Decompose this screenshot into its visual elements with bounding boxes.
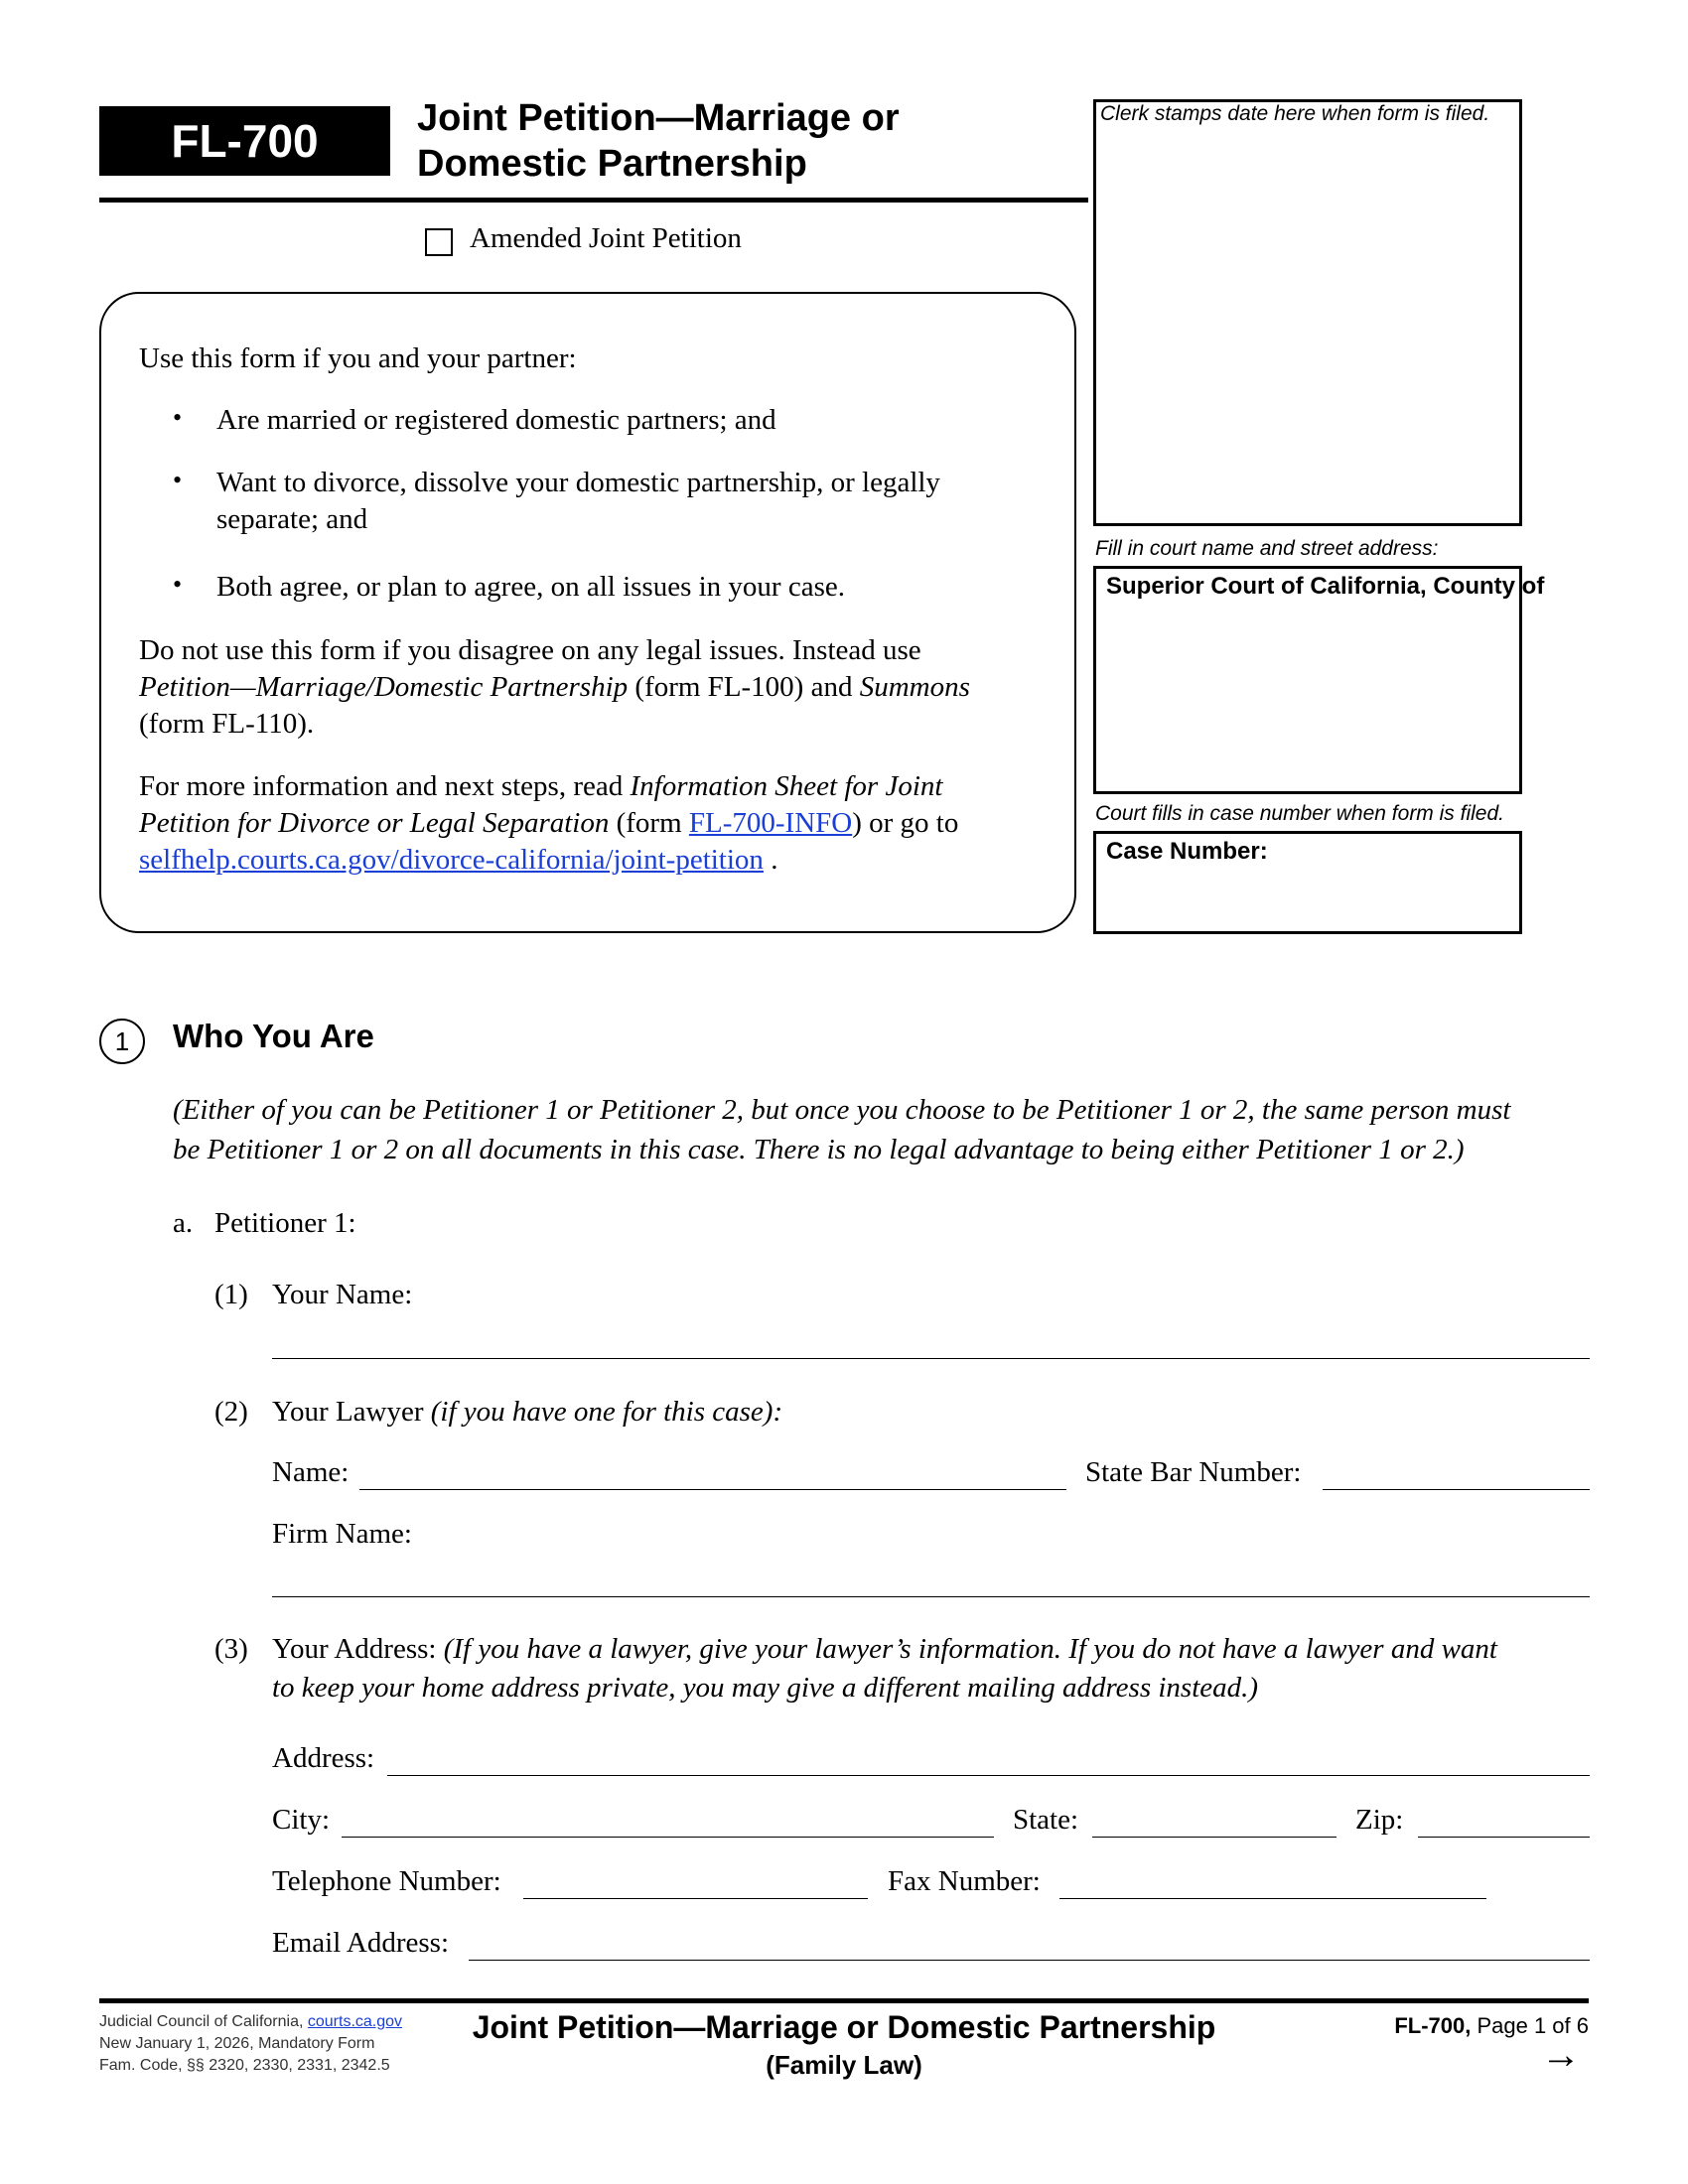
more-line2-end: ) or go to	[852, 807, 959, 839]
fax-label: Fax Number:	[888, 1865, 1041, 1897]
your-lawyer-text: Your Lawyer	[272, 1396, 424, 1428]
form-title-line1: Joint Petition—Marriage or	[417, 97, 900, 139]
item2-number: (2)	[214, 1396, 248, 1428]
footer-line3: Fam. Code, §§ 2320, 2330, 2331, 2342.5	[99, 2057, 390, 2074]
firm-name-input[interactable]	[272, 1596, 1590, 1597]
your-lawyer-note: (if you have one for this case):	[423, 1396, 783, 1428]
your-address-note-line2: to keep your home address private, you may give a different mailing address instead.)	[272, 1672, 1259, 1704]
your-name-input[interactable]	[272, 1358, 1590, 1359]
form-title-line2: Domestic Partnership	[417, 143, 807, 185]
firm-name-label: Firm Name:	[272, 1518, 412, 1550]
donot-line1: Do not use this form if you disagree on any legal issues. Instead use	[139, 634, 921, 666]
more-line3-end: .	[763, 844, 778, 876]
item-a-letter: a.	[173, 1207, 194, 1239]
email-input[interactable]	[469, 1960, 1590, 1961]
your-address-label	[272, 1633, 1497, 1666]
bullet-3: Both agree, or plan to agree, on all issues in your case.	[216, 571, 845, 603]
form-id-badge: FL-700	[99, 106, 390, 176]
donot-line3: (form FL-110).	[139, 708, 315, 740]
court-label: Superior Court of California, County of	[1106, 573, 1545, 600]
your-lawyer-label	[272, 1396, 782, 1429]
section-number-circle: 1	[99, 1019, 145, 1064]
address-input[interactable]	[387, 1775, 1590, 1776]
next-page-arrow-icon: →	[1541, 2033, 1581, 2077]
bullet-dot: •	[173, 466, 183, 494]
bullet-1: Are married or registered domestic partners; and	[216, 404, 776, 436]
footer-page-number: Page 1 of 6	[1471, 2013, 1589, 2038]
state-label: State:	[1013, 1804, 1079, 1836]
section-note	[173, 1090, 1510, 1169]
your-address-note-line1: (If you have a lawyer, give your lawyer’s information. If you do not have a lawyer and want	[436, 1633, 1497, 1665]
lawyer-name-label: Name:	[272, 1456, 350, 1488]
footer-council: Judicial Council of California,	[99, 2013, 308, 2030]
court-name-field[interactable]	[1093, 566, 1545, 794]
more-line2	[139, 804, 958, 842]
footer-left-info	[99, 2011, 402, 2077]
selfhelp-link[interactable]: selfhelp.courts.ca.gov/divorce-california/joint-petition	[139, 844, 764, 876]
more-line1-plain: For more information and next steps, read	[139, 770, 631, 802]
state-bar-input[interactable]	[1323, 1489, 1590, 1490]
footer-form-id: FL-700,	[1394, 2013, 1472, 2038]
zip-label: Zip:	[1355, 1804, 1404, 1836]
state-bar-label: State Bar Number:	[1085, 1456, 1302, 1488]
amended-label: Amended Joint Petition	[470, 222, 742, 254]
fl700-info-link[interactable]: FL-700-INFO	[688, 807, 853, 839]
clerk-stamp-box	[1093, 99, 1522, 526]
footer-title-block	[457, 2009, 1231, 2081]
more-line1	[139, 767, 942, 805]
item3-number: (3)	[214, 1633, 248, 1665]
court-caption: Fill in court name and street address:	[1095, 537, 1439, 560]
courts-link[interactable]: courts.ca.gov	[307, 2013, 403, 2030]
footer-line2: New January 1, 2026, Mandatory Form	[99, 2035, 375, 2052]
instructions-box	[99, 292, 1076, 933]
footer-subtitle: (Family Law)	[766, 2050, 922, 2080]
zip-input[interactable]	[1418, 1837, 1590, 1838]
bullet-2-line2: separate; and	[216, 503, 368, 535]
section-note-line2: be Petitioner 1 or 2 on all documents in this case. There is no legal advantage to being either Petitioner 1 or 2.)	[173, 1134, 1465, 1165]
summons-title: Summons	[859, 671, 970, 703]
more-line3	[139, 841, 777, 879]
fl100-title: Petition—Marriage/Domestic Partnership	[139, 671, 629, 703]
telephone-input[interactable]	[523, 1898, 868, 1899]
item-a-label: Petitioner 1:	[214, 1207, 356, 1239]
state-input[interactable]	[1092, 1837, 1336, 1838]
fax-input[interactable]	[1059, 1898, 1486, 1899]
bullet-dot: •	[173, 570, 183, 599]
your-address-text: Your Address:	[272, 1633, 437, 1665]
clerk-stamp-label: Clerk stamps date here when form is filed.	[1100, 102, 1490, 125]
section-title: Who You Are	[173, 1018, 374, 1054]
item1-number: (1)	[214, 1279, 248, 1310]
donot-line2-mid: (form FL-100) and	[628, 671, 860, 703]
form-title	[417, 95, 900, 187]
lawyer-name-input[interactable]	[359, 1489, 1066, 1490]
bullet-dot: •	[173, 403, 183, 432]
city-label: City:	[272, 1804, 331, 1836]
case-number-label: Case Number:	[1106, 838, 1268, 865]
your-name-label: Your Name:	[272, 1279, 413, 1310]
more-line2-plain: (form	[609, 807, 689, 839]
amended-checkbox[interactable]	[425, 228, 453, 256]
section-note-line1: (Either of you can be Petitioner 1 or Petitioner 2, but once you choose to be Petitioner 1 or 2, the same person must	[173, 1094, 1511, 1126]
bullet-2-line1: Want to divorce, dissolve your domestic partnership, or legally	[216, 467, 940, 498]
case-caption: Court fills in case number when form is filed.	[1095, 802, 1504, 825]
footer-line1	[99, 2011, 402, 2033]
address-label: Address:	[272, 1742, 375, 1774]
info-sheet-title-cont: Petition for Divorce or Legal Separation	[139, 807, 610, 839]
footer-title: Joint Petition—Marriage or Domestic Partnership	[472, 2009, 1216, 2045]
info-sheet-title: Information Sheet for Joint	[630, 770, 943, 802]
donot-line2	[139, 668, 970, 706]
telephone-label: Telephone Number:	[272, 1865, 501, 1897]
footer-divider	[99, 1998, 1589, 2003]
city-input[interactable]	[342, 1837, 994, 1838]
case-number-field[interactable]	[1093, 831, 1522, 934]
email-label: Email Address:	[272, 1927, 450, 1959]
instructions-intro: Use this form if you and your partner:	[139, 342, 577, 374]
title-divider	[99, 198, 1088, 203]
